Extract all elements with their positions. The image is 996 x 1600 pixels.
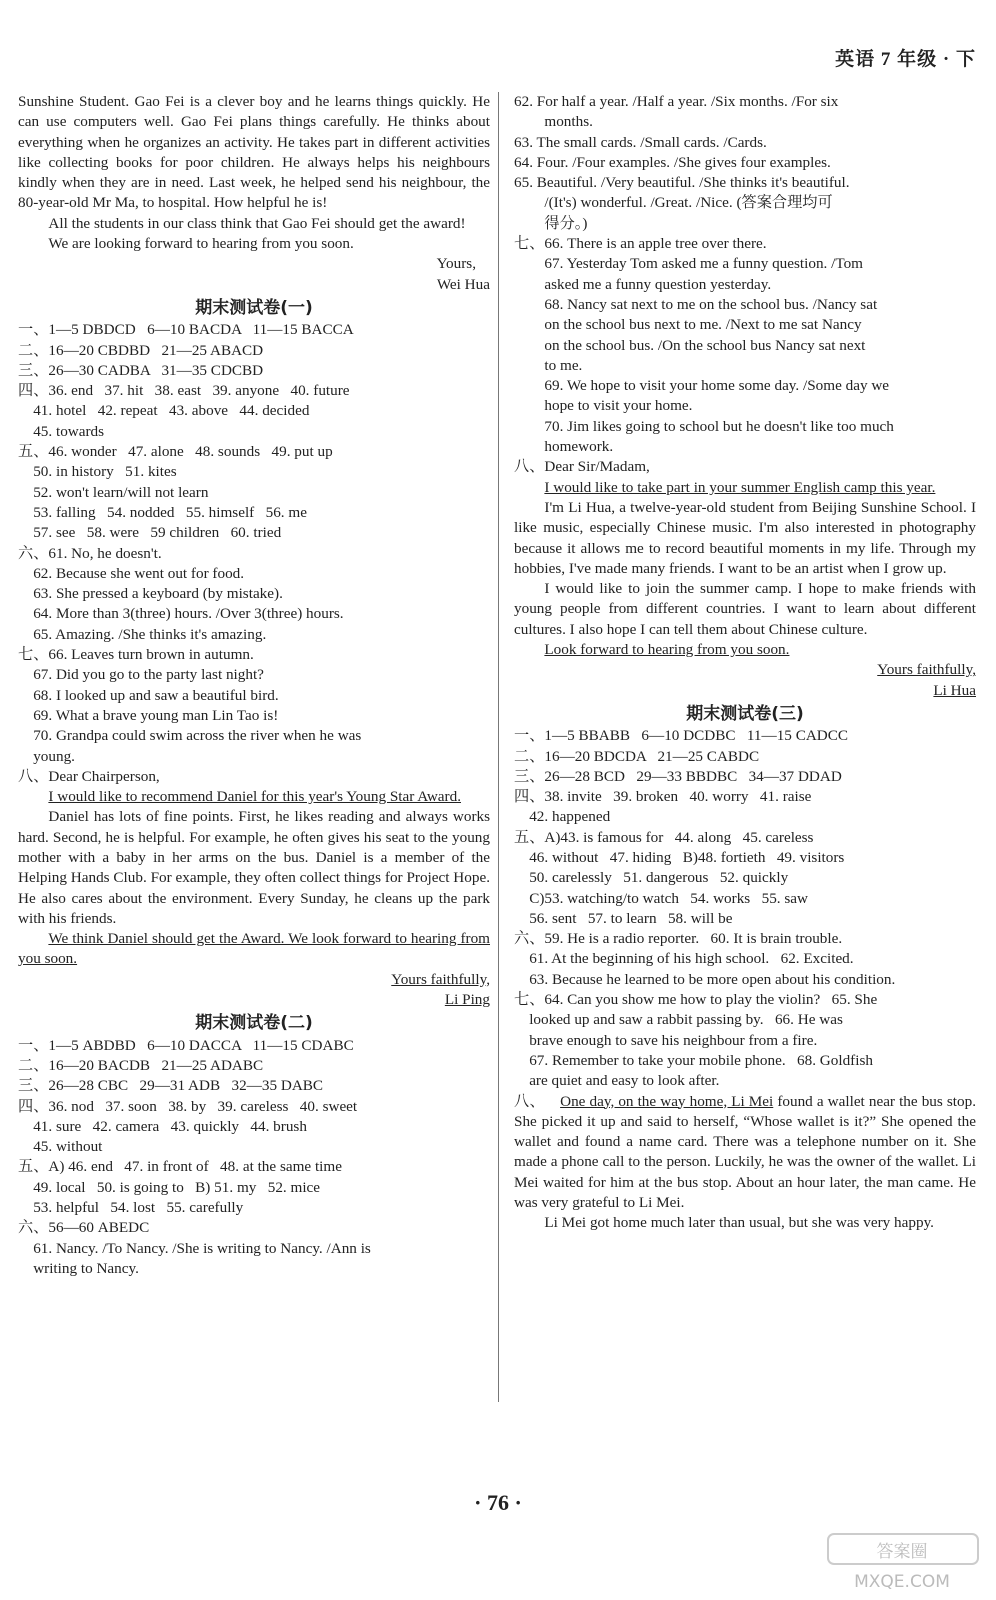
exam2-answers [18,1036,490,1280]
exam3-line: brave enough to save his neighbour from a fire. [514,1031,818,1049]
story-underlined-start: One day, on the way home, Li Mei [560,1092,774,1110]
exam3-line: 六、59. He is a radio reporter. 60. It is brain trouble. [514,930,843,948]
answer-line: hope to visit your home. [544,397,693,415]
exam1-line: 三、26—30 CADBA 31—35 CDCBD [18,361,264,379]
exam1-letter-paragraph-3 [18,929,490,970]
answer-line: months. [544,113,593,131]
exam2-continued-answers [514,92,976,478]
letter-text: Look forward to hearing from you soon. [544,641,790,659]
right-column [514,92,976,1234]
exam2-line: 一、1—5 ABDBD 6—10 DACCA 11—15 CDABC [18,1036,354,1054]
exam1-line: 41. hotel 42. repeat 43. above 44. decided [18,402,310,420]
exam1-closing-text: Yours faithfully, [391,970,490,988]
column-divider [498,92,499,1402]
exam1-signature [18,990,490,1010]
exam3-line: 五、A)43. is famous for 44. along 45. careless [514,828,814,846]
exam3-line: looked up and saw a rabbit passing by. 66. He was [514,1011,843,1029]
left-column [18,92,490,1279]
exam3-line: 二、16—20 BDCDA 21—25 CABDC [514,747,760,765]
exam1-line: 52. won't learn/will not learn [18,483,209,501]
answer-line: 65. Beautiful. /Very beautiful. /She thinks it's beautiful. [514,174,850,192]
answer-line: 67. Yesterday Tom asked me a funny question. /Tom [544,255,863,273]
answer-line: 62. For half a year. /Half a year. /Six months. /For six [514,93,839,110]
intro-paragraph-3: We are looking forward to hearing from you soon. [48,235,354,253]
intro-paragraph-2: All the students in our class think that Gao Fei should get the award! [48,214,466,232]
exam3-line: 67. Remember to take your mobile phone. 68. Goldfish [514,1051,873,1069]
exam2-line: writing to Nancy. [18,1259,139,1277]
answer-line: 69. We hope to visit your home some day. /Some day we [544,377,890,395]
letter-text: I would like to take part in your summer English camp this year. [544,478,936,496]
exam1-letter-paragraph-1 [18,787,490,807]
letter-paragraph-4 [514,640,976,660]
exam1-line: 62. Because she went out for food. [18,564,245,582]
exam3-line: 56. sent 57. to learn 58. will be [514,909,733,927]
exam1-signature-text: Li Ping [444,991,490,1009]
letter-closing-text: Yours faithfully, [877,661,976,679]
exam1-line: 45. towards [18,422,105,440]
exam1-line: 七、66. Leaves turn brown in autumn. [18,646,254,664]
page-number: · 76 · [474,1490,522,1515]
exam3-line: 四、38. invite 39. broken 40. worry 41. raise [514,788,812,806]
exam1-line: 63. She pressed a keyboard (by mistake). [18,585,283,603]
answer-line: 68. Nancy sat next to me on the school bus. /Nancy sat [544,295,878,313]
exam1-letter-paragraph-2: Daniel has lots of fine points. First, he likes reading and always works hard. Second, he is helpful. For example, he often gives his seat to the young mother with a baby in her arms on the bus. Daniel is a member of the Helping Hands Club. For example, they often collect things for Project Hope. He also cares about the environment. Every Sunday, he cleans up the park with his friends. [18,808,490,927]
watermark-text-1: 答案圈 [876,1542,928,1562]
exam2-line: 61. Nancy. /To Nancy. /She is writing to Nancy. /Ann is [18,1239,371,1257]
exam2-line: 49. local 50. is going to B) 51. my 52. mice [18,1178,321,1196]
exam3-line: 一、1—5 BBABB 6—10 DCDBC 11—15 CADCC [514,727,849,745]
exam1-line: 六、61. No, he doesn't. [18,544,162,562]
exam1-line: 53. falling 54. nodded 55. himself 56. me [18,503,307,521]
letter-signature [514,681,976,701]
page-header: 英语 7 年级 · 下 [835,49,976,70]
letter-paragraph-3: I would like to join the summer camp. I hope to make friends with young people from different countries. I want to learn about different cultures. I also hope I can tell them about Chinese culture. [514,580,976,638]
exam3-line: 50. carelessly 51. dangerous 52. quickly [514,869,789,887]
exam1-line: 67. Did you go to the party last night? [18,666,264,684]
answer-line: 得分。) [544,214,588,232]
intro-paragraph-1: Sunshine Student. Gao Fei is a clever boy and he learns things quickly. He can use computers well. Gao Fei plans things carefully. He thinks about everything when he organizes an activity. He takes part in different activities like collecting books for poor children. He always helps his neighbours kindly when they are in need. Last week, he helped send his neighbour, the 80-year-old Mr Ma, to hospital. How helpful he is! [18,93,490,212]
exam2-line: 四、36. nod 37. soon 38. by 39. careless 40. sweet [18,1097,358,1115]
exam3-line: 42. happened [514,808,611,826]
exam1-line: 68. I looked up and saw a beautiful bird. [18,686,279,704]
letter-closing [514,660,976,680]
exam1-letter-text: I would like to recommend Daniel for this year's Young Star Award. [48,788,461,806]
exam1-line: 二、16—20 CBDBD 21—25 ABACD [18,341,264,359]
exam3-answers [514,726,976,1091]
answer-line: 七、66. There is an apple tree over there. [514,235,767,253]
exam3-line: are quiet and easy to look after. [514,1072,720,1090]
exam2-title: 期末测试卷(二) [195,1013,313,1034]
answer-line: on the school bus next to me. /Next to me sat Nancy [544,316,862,334]
exam3-line: 46. without 47. hiding B)48. fortieth 49. visitors [514,848,845,866]
exam3-line: 63. Because he learned to be more open about his condition. [514,970,896,988]
watermark-logo [826,1532,982,1594]
exam1-line: 八、Dear Chairperson, [18,767,160,785]
exam1-closing [18,970,490,990]
exam1-line: 69. What a brave young man Lin Tao is! [18,706,279,724]
exam1-line: 50. in history 51. kites [18,463,177,481]
exam3-line: 三、26—28 BCD 29—33 BBDBC 34—37 DDAD [514,767,842,785]
story-paragraph-1 [514,1092,976,1214]
exam3-line: 61. At the beginning of his high school. 62. Excited. [514,950,854,968]
answer-line: on the school bus. /On the school bus Nancy sat next [544,336,866,354]
exam2-line: 五、A) 46. end 47. in front of 48. at the same time [18,1158,342,1176]
exam1-line: 一、1—5 DBDCD 6—10 BACDA 11—15 BACCA [18,321,354,339]
exam2-line: 三、26—28 CBC 29—31 ADB 32—35 DABC [18,1077,324,1095]
intro-closing: Yours, [436,255,476,273]
answer-line: to me. [544,356,583,374]
exam1-line: 五、46. wonder 47. alone 48. sounds 49. put up [18,443,333,461]
exam1-line: 57. see 58. were 59 children 60. tried [18,524,282,542]
exam3-title: 期末测试卷(三) [686,703,804,724]
exam1-line: 四、36. end 37. hit 38. east 39. anyone 40. future [18,382,350,400]
exam1-title: 期末测试卷(一) [195,297,313,318]
exam1-line: young. [18,747,75,765]
story-rest: found a wallet near the bus stop. She picked it up and said to herself, “Whose wallet is it?” She opened the wallet and found a name card. There was a telephone number on it. She made a phone call to the person. Luckily, he was the owner of the wallet. Li Mei waited for him at the bus stop. About an hour later, the man came. He was very grateful to Li Mei. [514,1092,976,1212]
exam1-line: 64. More than 3(three) hours. /Over 3(three) hours. [18,605,344,623]
answer-line: 63. The small cards. /Small cards. /Cards. [514,133,767,151]
exam2-line: 二、16—20 BACDB 21—25 ADABC [18,1056,264,1074]
letter-signature-text: Li Hua [933,681,976,699]
exam2-line: 六、56—60 ABEDC [18,1219,150,1237]
watermark-text-2: MXQE.COM [854,1572,950,1592]
answer-line: homework. [544,438,614,456]
answer-line: 八、Dear Sir/Madam, [514,458,650,476]
exam2-line: 53. helpful 54. lost 55. carefully [18,1199,244,1217]
answer-line: 70. Jim likes going to school but he doesn't like too much [544,417,894,435]
answer-line: /(It's) wonderful. /Great. /Nice. (答案合理均可 [544,194,833,212]
intro-signature: Wei Hua [436,275,490,293]
answer-line: asked me a funny question yesterday. [544,275,772,293]
letter-paragraph-1 [514,478,976,498]
exam1-line: 70. Grandpa could swim across the river when he was [18,727,362,745]
story-label: 八、 [514,1092,545,1110]
exam2-line: 41. sure 42. camera 43. quickly 44. brush [18,1117,307,1135]
exam2-line: 45. without [18,1138,103,1156]
answer-line: 64. Four. /Four examples. /She gives four examples. [514,153,831,171]
exam1-line: 65. Amazing. /She thinks it's amazing. [18,625,267,643]
exam3-line: C)53. watching/to watch 54. works 55. saw [514,889,809,907]
exam1-answers [18,320,490,787]
exam1-letter-text: We think Daniel should get the Award. We look forward to hearing from you soon. [18,930,490,968]
letter-paragraph-2: I'm Li Hua, a twelve-year-old student from Beijing Sunshine School. I like music, especially Chinese music. I'm also interested in photography because it allows me to record beautiful moments in my life. Through my hobbies, I've made many friends. I want to be an artist when I grow up. [514,498,976,577]
story-paragraph-2: Li Mei got home much later than usual, but she was very happy. [544,1214,934,1232]
exam3-line: 七、64. Can you show me how to play the violin? 65. She [514,991,878,1009]
